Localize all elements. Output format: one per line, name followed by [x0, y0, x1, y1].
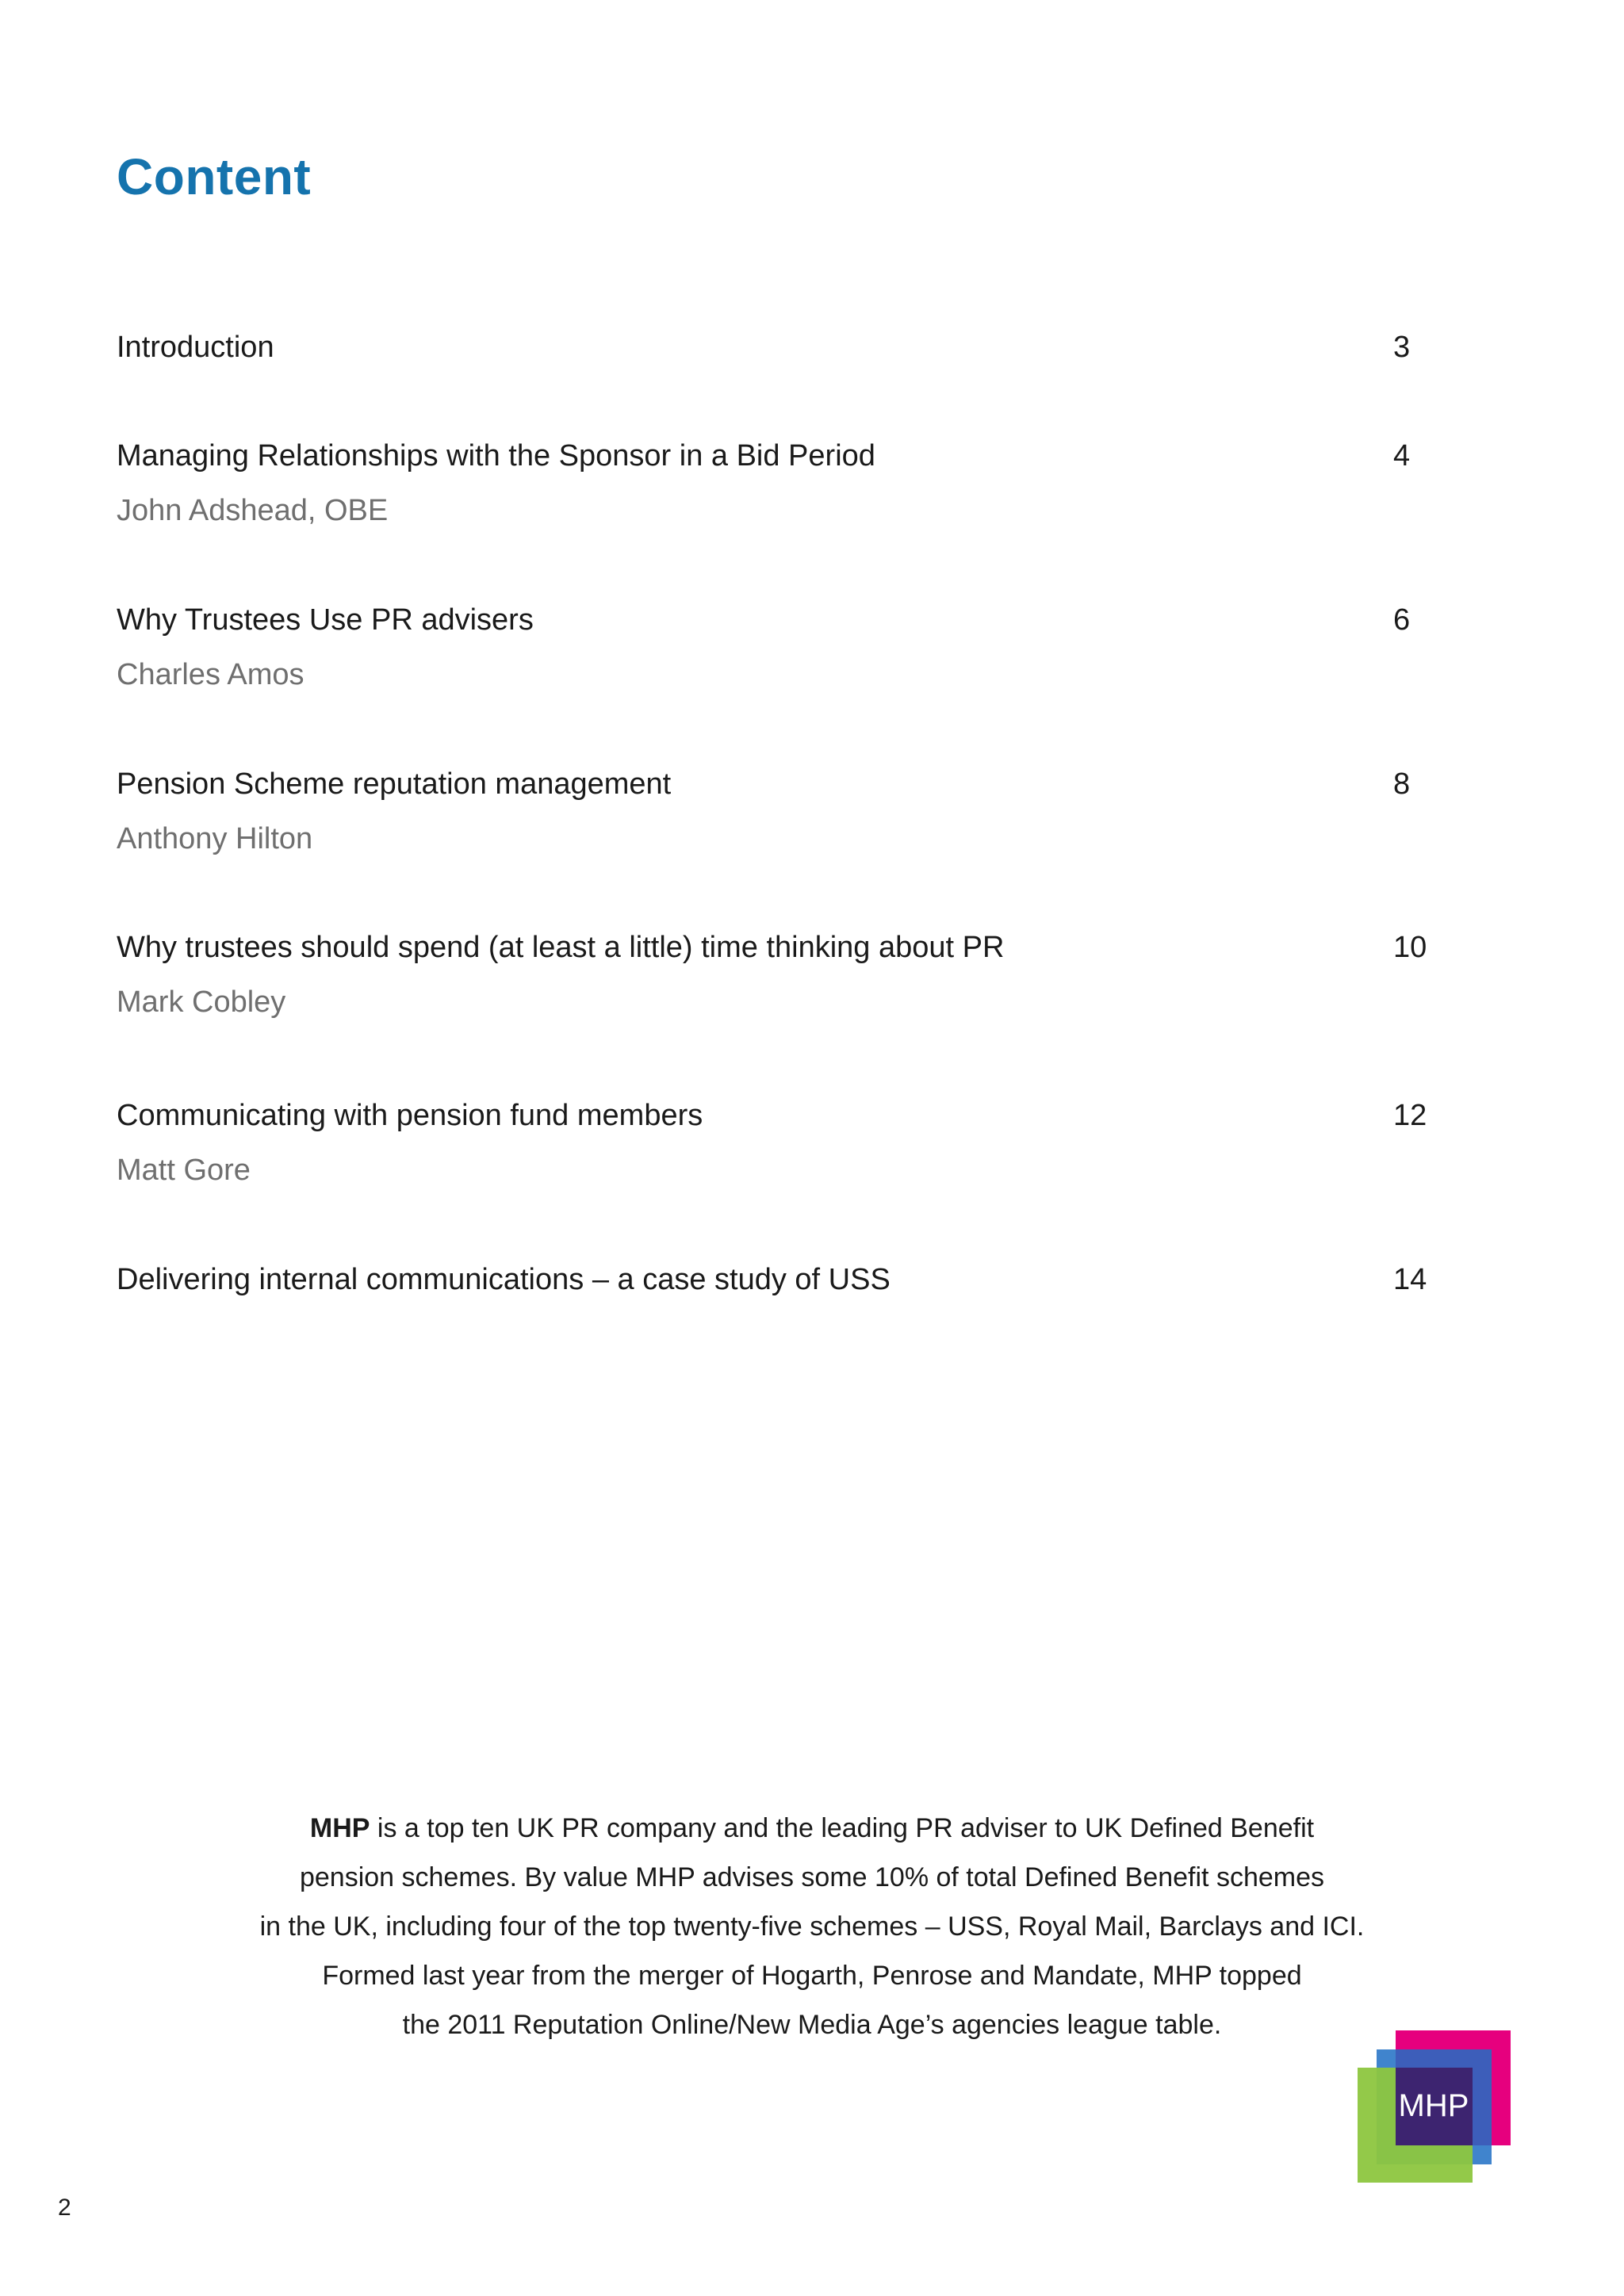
toc-entry-title: Pension Scheme reputation management [117, 767, 672, 801]
toc-entry-page-number: 8 [1393, 767, 1411, 801]
toc-entry-title: Why trustees should spend (at least a little) time thinking about PR [117, 931, 1005, 964]
toc-entry-author: John Adshead, OBE [117, 494, 389, 527]
toc-entry-title: Introduction [117, 331, 274, 364]
toc-entry-page-number: 12 [1393, 1099, 1427, 1132]
toc-entry-title: Why Trustees Use PR advisers [117, 603, 534, 637]
about-line-text: is a top ten UK PR company and the leading PR adviser to UK Defined Benefit [377, 1813, 1315, 1843]
about-line: in the UK, including four of the top twenty-five schemes – USS, Royal Mail, Barclays and ICI. [259, 1911, 1365, 1942]
page-title: Content [117, 148, 312, 205]
toc-entry-title: Managing Relationships with the Sponsor in a Bid Period [117, 439, 875, 473]
about-line: pension schemes. By value MHP advises some 10% of total Defined Benefit schemes [299, 1862, 1325, 1892]
toc-entry-author: Matt Gore [117, 1154, 251, 1187]
about-mhp [159, 1804, 1465, 2049]
toc-entry-author: Charles Amos [117, 658, 304, 691]
toc-entry-title: Communicating with pension fund members [117, 1099, 703, 1132]
about-line [159, 1804, 1465, 1853]
toc-entry-page-number: 3 [1393, 331, 1411, 364]
page-number: 2 [58, 2195, 71, 2221]
toc-entry-page-number: 10 [1393, 931, 1427, 964]
logo-text: MHP [1398, 2088, 1469, 2123]
toc-entry-page-number: 14 [1393, 1263, 1427, 1296]
toc-entry-page-number: 6 [1393, 603, 1411, 637]
toc-entry-title: Delivering internal communications – a case study of USS [117, 1263, 891, 1296]
about-line: the 2011 Reputation Online/New Media Age’s agencies league table. [402, 2010, 1222, 2040]
toc-entry-author: Mark Cobley [117, 985, 286, 1019]
about-line: Formed last year from the merger of Hogarth, Penrose and Mandate, MHP topped [322, 1961, 1302, 1991]
mhp-logo [1358, 2030, 1511, 2183]
about-brand: MHP [309, 1813, 370, 1843]
toc-entry-page-number: 4 [1393, 439, 1411, 473]
toc-entry-author: Anthony Hilton [117, 822, 313, 855]
